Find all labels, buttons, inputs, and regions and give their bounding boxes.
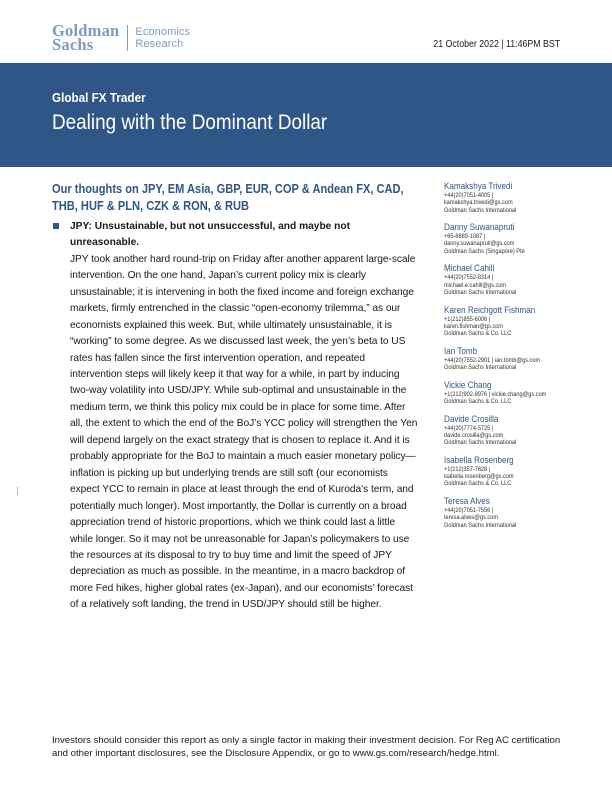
author-email[interactable]: kamakshya.trivedi@gs.com	[444, 199, 513, 207]
author-firm: Goldman Sachs & Co. LLC	[444, 480, 512, 488]
main-content	[52, 181, 418, 614]
author-phone: +44(20)7774-5725 |	[444, 424, 494, 432]
author-email[interactable]: isabella.rosenberg@gs.com	[444, 473, 514, 481]
author-name: Danny Suwanapruti	[444, 222, 515, 233]
author-card	[444, 455, 584, 488]
author-phone-email[interactable]: +1(212)902-8976 | vickie.chang@gs.com	[444, 390, 547, 398]
goldman-sachs-logo	[52, 21, 191, 54]
section-heading: Our thoughts on JPY, EM Asia, GBP, EUR, COP & Andean FX, CAD, THB, HUF & PLN, CZK & RON, & RUB	[52, 182, 404, 213]
logo-line-2: Sachs	[52, 35, 94, 54]
author-phone: +1(212)357-7628 |	[444, 465, 491, 473]
author-card	[444, 380, 584, 406]
author-name: Isabella Rosenberg	[444, 454, 514, 465]
author-name: Kamakshya Trivedi	[444, 181, 513, 191]
author-phone-email[interactable]: +44(20)7552-2901 | ian.tomb@gs.com	[444, 356, 541, 364]
author-card	[444, 346, 584, 372]
author-firm: Goldman Sachs International	[444, 439, 517, 447]
unit-line-2: Research	[135, 38, 184, 50]
author-name: Davide Crosilla	[444, 413, 499, 424]
research-unit	[135, 26, 190, 50]
author-name: Teresa Alves	[444, 495, 490, 506]
author-phone: +44(20)7051-4005 |	[444, 192, 494, 199]
margin-mark	[17, 487, 18, 495]
author-email[interactable]: davide.crosilla@gs.com	[444, 431, 504, 439]
author-name: Vickie Chang	[444, 379, 492, 390]
unit-line-1: Economics	[135, 26, 191, 38]
bullet-body: JPY took another hard round-trip on Friday after another apparent large-scale intervention. On the one hand, Japan’s current policy mix is clearly unsustainable; it is intervening in both the fixed income and foreign exchange markets, firmly entrenched in the classic “open-economy trilemma,” as our economists explained this week. But, while ultimately unsustainable, it is “working” to some degree. As we discussed last week, the yen’s beta to US rates has fallen since the first intervention operation, and repeated intervention steps will likely keep it that way for a while, in part by inducing two-way volatility into USD/JPY. While sub-optimal and unsustainable in the medium term, we think this policy mix could be in place for some time. After all, the extent to which the end of the BoJ’s YCC policy will strengthen the Yen will depend largely on the exact strategy that is chosen to replace it. And it is probably appropriate for the BoJ to maintain a much easier monetary policy—inflation is picking up but underlying trends are still soft (our economists expect YCC to remain in place at least through the end of Kuroda’s term, and potentially much longer). Most importantly, the Dollar is currently on a broad appreciation trend of historic proportions, which we think could last a little while longer. So it may not be unreasonable for Japan’s policymakers to use the resources at its disposal to try to buy time and limit the speed of JPY depreciation as much as possible. In the meantime, in a macro backdrop of more Fed hikes, higher global rates (ex-Japan), and our economists’ forecast of a relatively soft landing, the trend in USD/JPY should still be higher.	[70, 253, 418, 611]
author-firm: Goldman Sachs (Singapore) Pte	[444, 247, 525, 255]
author-card	[444, 222, 584, 255]
author-name: Ian Tomb	[444, 345, 478, 356]
author-email[interactable]: teresa.alves@gs.com	[444, 514, 498, 522]
author-phone: +44(20)7552-8314 |	[444, 274, 494, 282]
author-phone: +44(20)7051-7556 |	[444, 506, 494, 514]
logo-divider	[127, 25, 128, 51]
report-title: Dealing with the Dominant Dollar	[52, 111, 328, 134]
logo-line-1: Goldman	[52, 21, 120, 40]
author-firm: Goldman Sachs & Co. LLC	[444, 397, 512, 405]
author-firm: Goldman Sachs International	[444, 288, 517, 296]
author-name: Michael Cahill	[444, 263, 495, 274]
author-phone: +65-6889-1087 |	[444, 233, 486, 241]
author-email[interactable]: karen.fishman@gs.com	[444, 322, 503, 330]
author-phone: +1(212)855-6006 |	[444, 315, 491, 323]
author-email[interactable]: michael.e.cahill@gs.com	[444, 281, 507, 289]
author-card	[444, 181, 584, 214]
author-card	[444, 496, 584, 529]
author-name: Karen Reichgott Fishman	[444, 304, 536, 315]
author-firm: Goldman Sachs & Co. LLC	[444, 330, 512, 338]
author-card	[444, 263, 584, 296]
publication-date: 21 October 2022 | 11:46PM BST	[433, 39, 560, 50]
logo-wordmark	[52, 21, 120, 54]
series-name: Global FX Trader	[52, 90, 146, 105]
author-firm: Goldman Sachs International	[444, 521, 517, 529]
bullet-lead: JPY: Unsustainable, but not unsuccessful, and maybe not unreasonable.	[70, 221, 351, 249]
bullet-section-jpy	[52, 219, 418, 614]
disclosure-footer: Investors should consider this report as only a single factor in making their investment decision. For Reg AC certification and other important disclosures, see the Disclosure Appendix, or go to www.gs.com/research/hedge.html.	[52, 735, 561, 759]
title-banner	[0, 63, 612, 167]
square-bullet-icon	[53, 223, 59, 229]
author-card	[444, 414, 584, 447]
author-list	[444, 181, 584, 537]
author-firm: Goldman Sachs International	[444, 206, 517, 214]
author-email[interactable]: danny.suwanapruti@gs.com	[444, 240, 515, 248]
author-card	[444, 305, 584, 338]
author-firm: Goldman Sachs International	[444, 364, 517, 372]
